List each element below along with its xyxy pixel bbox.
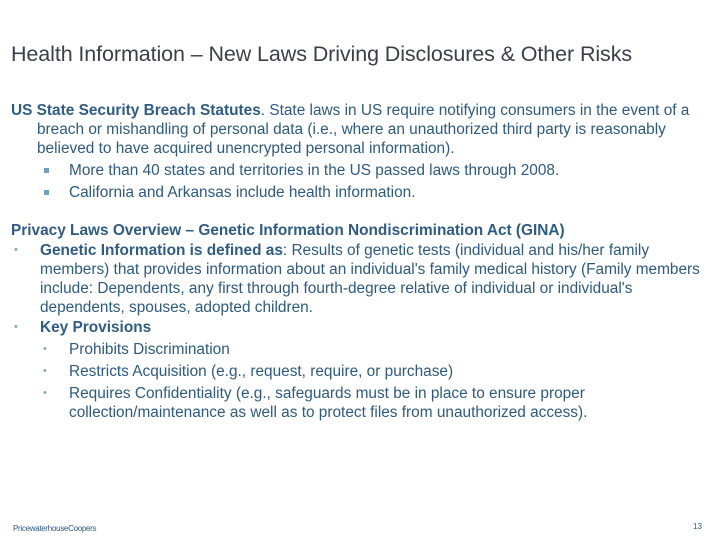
- round-bullet-icon: •: [43, 387, 47, 399]
- list-item-text: California and Arkansas include health information.: [69, 184, 416, 201]
- list-item-text: Restricts Acquisition (e.g., request, require, or purchase): [69, 363, 454, 380]
- breach-statutes-heading: US State Security Breach Statutes: [11, 102, 261, 119]
- list-item: [11, 362, 711, 381]
- list-item-genetic-info: [11, 241, 711, 317]
- square-bullet-icon: [44, 168, 49, 173]
- footer-brand: PricewaterhouseCoopers: [13, 524, 97, 533]
- list-item: [11, 183, 711, 202]
- list-item-text: Requires Confidentiality (e.g., safeguards must be in place to ensure proper collection/maintenance as well as to protect files from unauthorized access).: [69, 385, 588, 421]
- gina-heading: Privacy Laws Overview – Genetic Information Nondiscrimination Act (GINA): [11, 222, 565, 239]
- list-item-text: Prohibits Discrimination: [69, 341, 230, 358]
- genetic-info-label: Genetic Information is defined as: [40, 242, 283, 259]
- square-bullet-icon: [44, 190, 49, 195]
- round-bullet-icon: •: [14, 244, 18, 256]
- page-number: 13: [693, 522, 702, 531]
- list-item-key-provisions: [11, 318, 711, 337]
- slide-body: [11, 101, 711, 422]
- genetic-info-text: : Results of genetic tests (individual and his/her family members) that provides information about an individual's family medical history (Family members include: Dependents, any first through fourth-degree relative of individual or individual's dependents, spouses, adopted children.: [40, 242, 700, 316]
- round-bullet-icon: •: [43, 365, 47, 377]
- list-item-text: More than 40 states and territories in the US passed laws through 2008.: [69, 162, 560, 179]
- key-provisions-label: Key Provisions: [40, 319, 152, 336]
- section-gina: [11, 221, 711, 422]
- round-bullet-icon: •: [43, 343, 47, 355]
- slide-title: Health Information – New Laws Driving Disclosures & Other Risks: [11, 42, 633, 66]
- breach-statutes-text: . State laws in US require notifying consumers in the event of a breach or mishandling of personal data (i.e., where an unauthorized third party is reasonably believed to have acquired unencrypted personal information).: [37, 102, 690, 157]
- round-bullet-icon: •: [14, 321, 18, 333]
- list-item: [11, 161, 711, 180]
- breach-statutes-paragraph: [11, 101, 711, 158]
- list-item: [11, 340, 711, 359]
- list-item: [11, 384, 711, 422]
- section-breach-statutes: [11, 101, 711, 202]
